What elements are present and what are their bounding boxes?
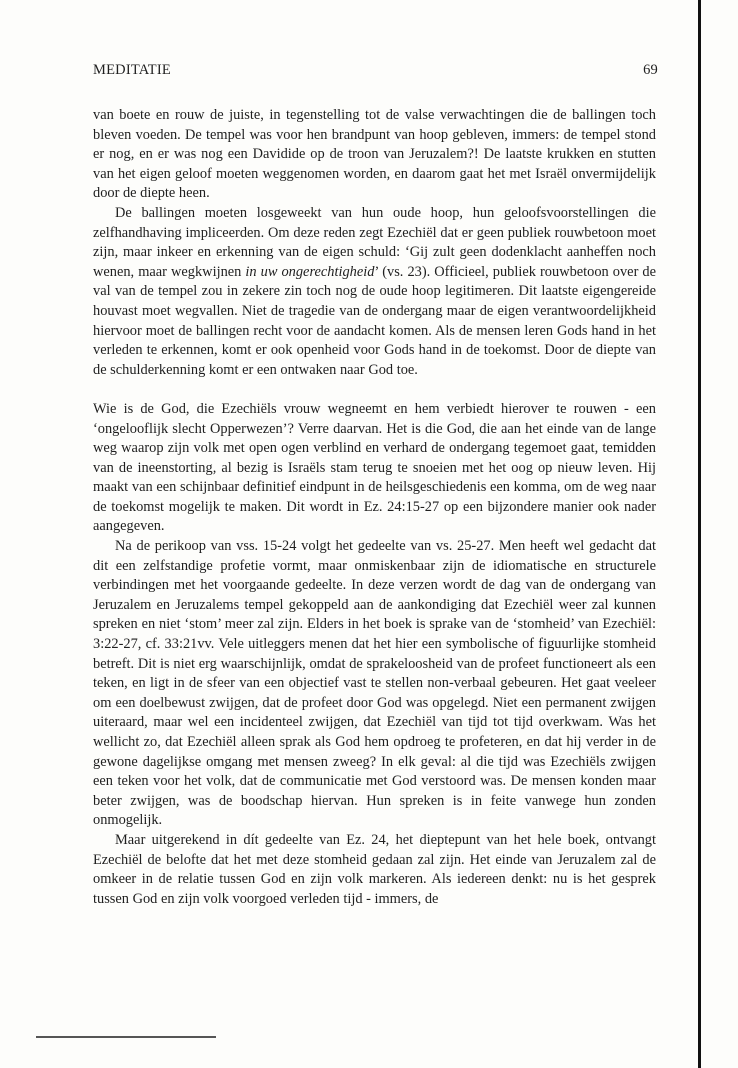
section-title: MEDITATIE [93, 62, 171, 78]
paragraph-4: Na de perikoop van vss. 15-24 volgt het gedeelte van vs. 25-27. Men heeft wel gedacht dat dit een zelfstandige profetie vormt, maar onmiskenbaar zijn de idiomatische en structurele verbindingen met het voorgaande gedeelte. In deze verzen wordt de dag van de ondergang van Jeruzalem en Jeruzalems tempel gekoppeld aan de aankondiging dat Ezechiël weer zal kunnen spreken en niet ‘stom’ meer zal zijn. Elders in het boek is sprake van de ‘stomheid’ van Ezechiël: 3:22-27, cf. 33:21vv. Vele uitleggers menen dat het hier een symbolische of figuurlijke stomheid betreft. Dit is niet erg waarschijnlijk, omdat de sprakeloosheid van de profeet functioneert als een teken, en ligt in de sfeer van een objectief vast te stellen non-verbaal gebeuren. Het gaat veeleer om een doelbewust zwijgen, dat de profeet door God was opgelegd. Niet een permanent zwijgen uiteraard, maar wel een incidenteel zwijgen, dat Ezechiël van tijd tot tijd overkwam. Was het wellicht zo, dat Ezechiël alleen sprak als God hem opdroeg te profeteren, en dat hij verder in de gewone dagelijkse omgang met mensen zweeg? In elk geval: al die tijd was Ezechiëls zwijgen een teken voor het volk, dat de communicatie met God verstoord was. De mensen konden maar beter zwijgen, was de boodschap hiervan. Hun spreken is in feite vanwege hun zonden onmogelijk. [93, 538, 656, 829]
paragraph-2-italic: in uw ongerechtigheid [245, 263, 375, 280]
paragraph-2 [93, 204, 656, 380]
page-number: 69 [643, 62, 658, 78]
paragraph-3: Wie is de God, die Ezechiëls vrouw wegneemt en hem verbiedt hierover te rouwen - een ‘ongelooflijk slecht Opperwezen’? Verre daarvan. Het is die God, die aan het einde van de lange weg waarop zijn volk met open ogen verblind en verhard de ondergang tegemoet gaat, temidden van de ineenstorting, al bezig is Israëls stam terug te snoeien met het oog op nieuw leven. Hij maakt van een schijnbaar definitief eindpunt in de heilsgeschiedenis een komma, om de weg naar de toekomst mogelijk te maken. Dit wordt in Ez. 24:15-27 op een bijzondere manier ook nader aangegeven. [93, 400, 656, 535]
paragraph-2-part-2: ’ (vs. 23). Officieel, publiek rouwbetoon over de val van de tempel zou in zekere zin toch nog de oude hoop legitimeren. Dit laatste eigengereide houvast moet wegvallen. Niet de tragedie van de ondergang maar de eigen verantwoordelijkheid hiervoor moet de ballingen recht voor de aandacht komen. Als de mensen leren Gods hand in het verleden te erkennen, komt er ook openheid voor Gods hand in de toekomst. Door de diepte van de schulderkenning komt er een ontwaken naar God toe. [93, 263, 656, 378]
scan-edge-bottom [36, 1036, 216, 1038]
scan-edge-right [698, 0, 701, 1068]
body-text [93, 106, 656, 909]
running-head [93, 62, 658, 82]
paragraph-1: van boete en rouw de juiste, in tegenstelling tot de valse verwachtingen die de ballingen toch bleven voeden. De tempel was voor hen brandpunt van hoop gebleven, immers: de tempel stond er nog, en er was nog een Davidide op de troon van Jeruzalem?! De laatste krukken en stutten van het eigen geloof moeten weggenomen worden, en daarom gaat het met Israël onvermijdelijk door de diepte heen. [93, 107, 656, 202]
paragraph-2-part-1: De ballingen moeten losgeweekt van hun oude hoop, hun geloofsvoorstellingen die zelfhandhaving impliceerden. Om deze reden zegt Ezechiël dat er geen publiek rouwbetoon moet zijn, maar inkeer en erkenning van de eigen schuld: ‘Gij zult geen dodenklacht aanheffen noch wenen, maar wegkwijnen [93, 204, 656, 280]
paragraph-5: Maar uitgerekend in dít gedeelte van Ez. 24, het dieptepunt van het hele boek, ontvangt Ezechiël de belofte dat het met deze stomheid gedaan zal zijn. Het einde van Jeruzalem zal de omkeer in de relatie tussen God en zijn volk markeren. Als iedereen denkt: nu is het gesprek tussen God en zijn volk voorgoed verleden tijd - immers, de [93, 831, 656, 907]
